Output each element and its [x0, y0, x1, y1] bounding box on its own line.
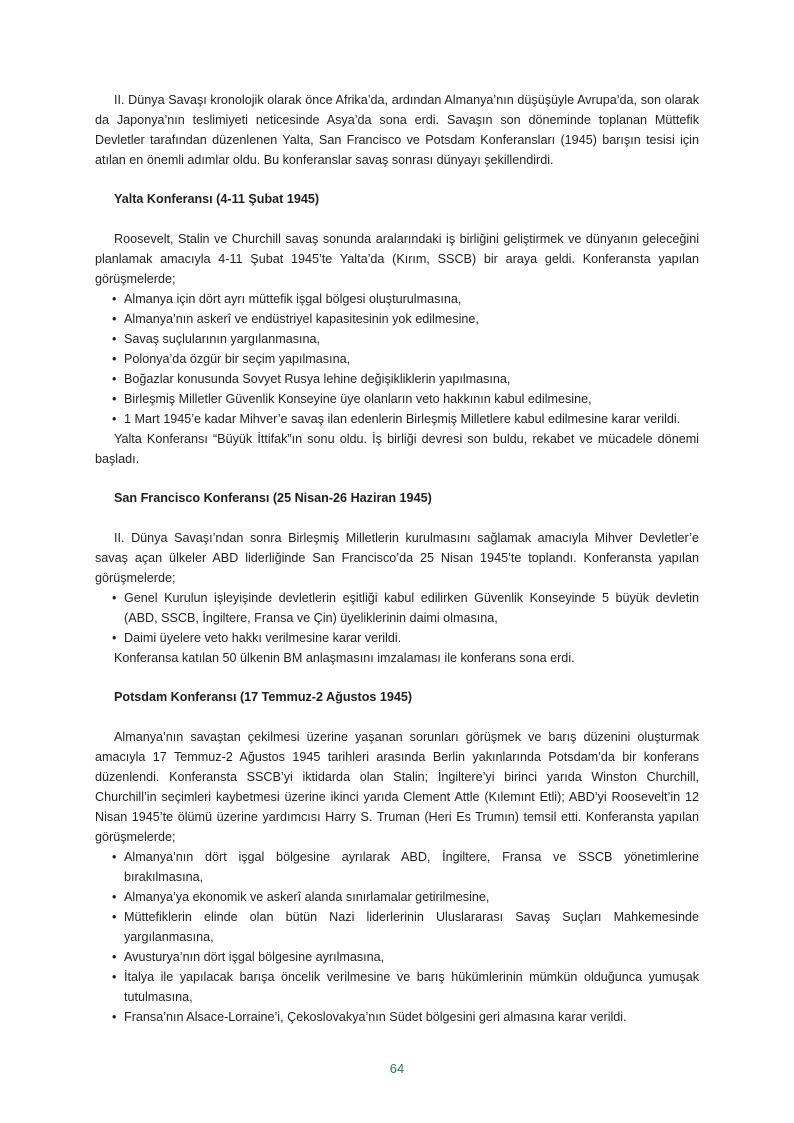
potsdam-intro: Almanya’nın savaştan çekilmesi üzerine yaşanan sorunları görüşmek ve barış düzenini oluşturmak amacıyla 17 Temmuz-2 Ağustos 1945 tarihleri arasında Berlin yakınlarında Potsdam’da bir konferans düzenlendi. Konferansta SSCB’yi iktidarda olan Stalin; İngiltere’yi birinci yarıda Winston Churchill, Churchill’in seçimleri kaybetmesi üzerine ikinci yarıda Clement Attle (Kılemınt Etli); ABD’yi Roosevelt’in 12 Nisan 1945’te ölümü üzerine yardımcısı Harry S. Truman (Heri Es Trumın) temsil etti. Konferansta yapılan görüşmelerde;	[95, 730, 699, 844]
potsdam-list	[95, 847, 699, 1027]
list-item: • Daimi üyelere veto hakkı verilmesine karar verildi.	[95, 628, 699, 648]
list-item: • Boğazlar konusunda Sovyet Rusya lehine değişikliklerin yapılmasına,	[95, 369, 699, 389]
sanfrancisco-list	[95, 588, 699, 648]
yalta-heading: Yalta Konferansı (4-11 Şubat 1945)	[114, 192, 320, 206]
bullet-icon: •	[112, 631, 117, 645]
intro-paragraph: II. Dünya Savaşı kronolojik olarak önce Afrika’da, ardından Almanya’nın düşüşüyle Avrupa’da, son olarak da Japonya’nın teslimiyeti neticesinde Asya’da sona erdi. Savaşın son döneminde toplanan Müttefik Devletler tarafından düzenlenen Yalta, San Francisco ve Potsdam Konferansları (1945) barışın tesisi için atılan en önemli adımlar oldu. Bu konferanslar savaş sonrası dünyayı şekillendirdi.	[95, 93, 699, 167]
list-item: • Avusturya’nın dört işgal bölgesine ayrılmasına,	[95, 947, 699, 967]
bullet-icon: •	[112, 412, 117, 426]
list-item: • Birleşmiş Milletler Güvenlik Konseyine üye olanların veto hakkının kabul edilmesine,	[95, 389, 699, 409]
list-item: • 1 Mart 1945’e kadar Mihver’e savaş ilan edenlerin Birleşmiş Milletlere kabul edilmesine karar verildi.	[95, 409, 699, 429]
bullet-icon: •	[112, 1010, 117, 1024]
bullet-icon: •	[112, 950, 117, 964]
bullet-icon: •	[112, 352, 117, 366]
yalta-list	[95, 289, 699, 429]
bullet-icon: •	[112, 970, 117, 984]
yalta-closing: Yalta Konferansı “Büyük İttifak”ın sonu oldu. İş birliği devresi son buldu, rekabet ve mücadele dönemi başladı.	[95, 432, 699, 466]
bullet-icon: •	[112, 890, 117, 904]
bullet-icon: •	[112, 591, 117, 605]
bullet-icon: •	[112, 332, 117, 346]
page-number: 64	[389, 1061, 405, 1076]
yalta-intro: Roosevelt, Stalin ve Churchill savaş sonunda aralarındaki iş birliğini geliştirmek ve dünyanın geleceğini planlamak amacıyla 4-11 Şubat 1945’te Yalta’da (Kırım, SSCB) bir araya geldi. Konferansta yapılan görüşmelerde;	[95, 232, 699, 286]
list-item: • Müttefiklerin elinde olan bütün Nazi liderlerinin Uluslararası Savaş Suçları Mahkemesinde yargılanmasına,	[95, 907, 699, 947]
list-item: • İtalya ile yapılacak barışa öncelik verilmesine ve barış hükümlerinin mümkün olduğunca yumuşak tutulmasına,	[95, 967, 699, 1007]
potsdam-heading: Potsdam Konferansı (17 Temmuz-2 Ağustos 1945)	[114, 690, 413, 704]
list-item: • Almanya’ya ekonomik ve askerî alanda sınırlamalar getirilmesine,	[95, 887, 699, 907]
sanfrancisco-intro: II. Dünya Savaşı’ndan sonra Birleşmiş Milletlerin kurulmasını sağlamak amacıyla Mihver Devletler’e savaş açan ülkeler ABD liderliğinde San Francisco’da 25 Nisan 1945’te toplandı. Konferansta yapılan görüşmelerde;	[95, 531, 699, 585]
bullet-icon: •	[112, 910, 117, 924]
bullet-icon: •	[112, 392, 117, 406]
bullet-icon: •	[112, 312, 117, 326]
list-item: • Almanya için dört ayrı müttefik işgal bölgesi oluşturulmasına,	[95, 289, 699, 309]
list-item: • Almanya’nın askerî ve endüstriyel kapasitesinin yok edilmesine,	[95, 309, 699, 329]
list-item: • Fransa’nın Alsace-Lorraine’i, Çekoslovakya’nın Südet bölgesini geri almasına karar verildi.	[95, 1007, 699, 1027]
sanfrancisco-heading: San Francisco Konferansı (25 Nisan-26 Haziran 1945)	[114, 491, 432, 505]
bullet-icon: •	[112, 292, 117, 306]
bullet-icon: •	[112, 850, 117, 864]
sanfrancisco-closing: Konferansa katılan 50 ülkenin BM anlaşmasını imzalaması ile konferans sona erdi.	[114, 651, 575, 665]
list-item: • Genel Kurulun işleyişinde devletlerin eşitliği kabul edilirken Güvenlik Konseyinde 5 büyük devletin (ABD, SSCB, İngiltere, Fransa ve Çin) üyeliklerinin daimi olmasına,	[95, 588, 699, 628]
document-body	[95, 90, 699, 1027]
list-item: • Savaş suçlularının yargılanmasına,	[95, 329, 699, 349]
bullet-icon: •	[112, 372, 117, 386]
list-item: • Almanya’nın dört işgal bölgesine ayrılarak ABD, İngiltere, Fransa ve SSCB yönetimlerine bırakılmasına,	[95, 847, 699, 887]
list-item: • Polonya’da özgür bir seçim yapılmasına,	[95, 349, 699, 369]
